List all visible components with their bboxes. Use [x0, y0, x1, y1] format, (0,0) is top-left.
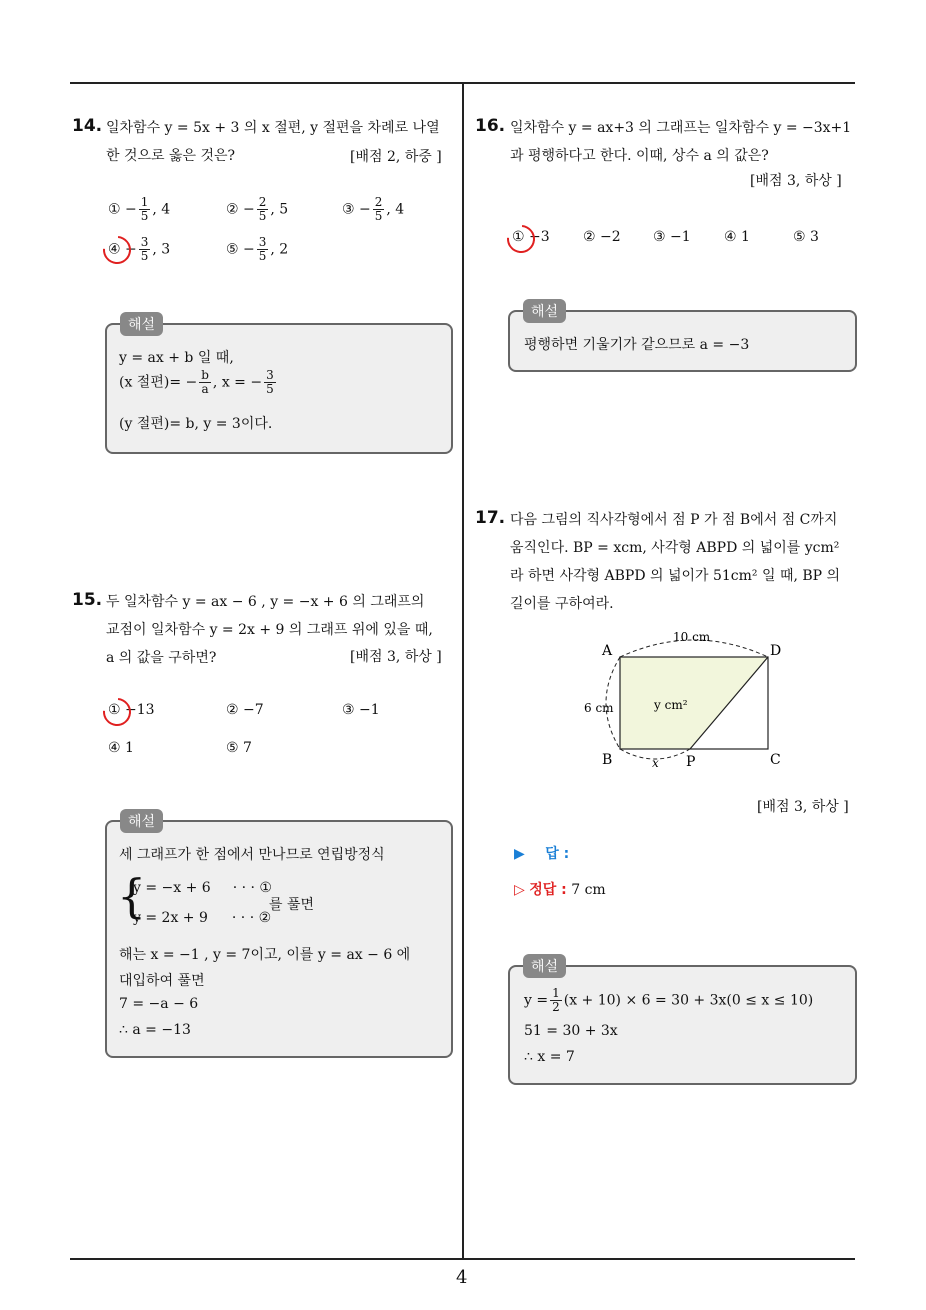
q15-solution-tag: 해설 [120, 809, 163, 833]
q14-choice-3[interactable]: ③ − $\frac{2}{5}$ , 4 [342, 195, 405, 223]
q14-meta: [배점 2, 하중 ] [350, 149, 442, 165]
q15-choice-1[interactable]: ① −13 [108, 702, 155, 718]
q17-line3: 라 하면 사각형 ABPD 의 넓이가 51cm² 일 때, BP 의 [510, 568, 841, 584]
q17-correct-row: ▷ 정답 : 7 cm [514, 882, 606, 898]
q15-solution-box [105, 820, 453, 1058]
label-d: D [770, 643, 782, 659]
q17-meta: [배점 3, 하상 ] [757, 799, 849, 815]
q14-choice-1[interactable]: ① − $\frac{1}{5}$ , 4 [108, 195, 171, 223]
q14-sol-line2: (x 절편)= − $\frac{b}{a}$ , x = − $\frac{3}{5}$ [119, 368, 274, 396]
q14-choice-5[interactable]: ⑤ − $\frac{3}{5}$ , 2 [226, 235, 289, 263]
q17-answer-row[interactable]: ▶ 답 : [514, 846, 570, 862]
q14-sol-line1: y = ax + b 일 때, [119, 350, 234, 366]
answer-circle-mark [501, 219, 540, 258]
column-divider [462, 82, 464, 1260]
q17-solution-tag: 해설 [523, 954, 566, 978]
q15-sys-after: 를 풀면 [269, 897, 315, 913]
fraction: $\frac{3}{5}$ [140, 235, 149, 263]
q16-solution-tag: 해설 [523, 299, 566, 323]
q14-choice-2[interactable]: ② − $\frac{2}{5}$ , 5 [226, 195, 289, 223]
label-p: P [686, 754, 696, 770]
q15-line1: 두 일차함수 y = ax − 6 , y = −x + 6 의 그래프의 [106, 594, 425, 610]
q14-choice-4[interactable]: ④ − $\frac{3}{5}$ , 3 [108, 235, 171, 263]
q14-line1: 일차함수 y = 5x + 3 의 x 절편, y 절편을 차례로 나열 [106, 120, 440, 136]
choice-mark: ⑤ [226, 241, 239, 258]
q16-choice-1[interactable]: ① −3 [512, 229, 550, 245]
q16-choice-4[interactable]: ④ 1 [724, 229, 750, 245]
answer-circle-mark [97, 692, 136, 731]
fraction: $\frac{2}{5}$ [374, 195, 383, 223]
choice-mark: ③ [342, 201, 355, 218]
choice-mark: ④ [108, 241, 121, 258]
fraction: $\frac{1}{5}$ [140, 195, 149, 223]
q15-meta: [배점 3, 하상 ] [350, 649, 442, 665]
label-left-length: 6 cm [584, 701, 614, 715]
q15-sys-eq2: y = 2x + 9 · · · ② [133, 910, 272, 926]
q14-sol-line3: (y 절편)= b, y = 3이다. [119, 416, 273, 432]
q17-sol-line2: 51 = 30 + 3x [524, 1023, 618, 1039]
q16-choice-5[interactable]: ⑤ 3 [793, 229, 819, 245]
q14-number: 14. [72, 116, 103, 136]
q16-meta: [배점 3, 하상 ] [750, 173, 842, 189]
q15-line3: a 의 값을 구하면? [106, 650, 217, 666]
q17-sol-line3: ∴ x = 7 [524, 1049, 575, 1065]
q17-line1: 다음 그림의 직사각형에서 점 P 가 점 B에서 점 C까지 [510, 512, 838, 528]
choice-mark: ② [226, 201, 239, 218]
q17-line4: 길이를 구하여라. [510, 596, 614, 612]
q15-sol-line5: ∴ a = −13 [119, 1022, 191, 1038]
page-number: 4 [456, 1267, 468, 1288]
label-area: y cm² [654, 698, 688, 712]
q15-system-brace: { [117, 869, 147, 923]
q15-line2: 교점이 일차함수 y = 2x + 9 의 그래프 위에 있을 때, [106, 622, 433, 638]
q15-sol-line2: 해는 x = −1 , y = 7이고, 이를 y = ax − 6 에 [119, 947, 411, 963]
q17-rectangle-figure [580, 625, 795, 775]
label-bottom-x: x [652, 756, 659, 770]
outline-arrow-icon: ▷ [514, 882, 525, 898]
label-c: C [770, 752, 781, 768]
label-a: A [602, 643, 613, 659]
q15-choice-2[interactable]: ② −7 [226, 702, 264, 718]
choice-mark: ① [108, 201, 121, 218]
label-top-length: 10 cm [673, 630, 711, 644]
q15-sol-line4: 7 = −a − 6 [119, 996, 199, 1012]
q14-line2: 한 것으로 옳은 것은? [106, 148, 236, 164]
q16-text [510, 114, 860, 170]
q15-sol-line3: 대입하여 풀면 [119, 973, 205, 989]
q17-solution-box [508, 965, 857, 1085]
q17-line2: 움직인다. BP = xcm, 사각형 ABPD 의 넓이를 ycm² [510, 540, 840, 556]
fraction: $\frac{3}{5}$ [258, 235, 267, 263]
label-b: B [602, 752, 613, 768]
q14-solution-tag: 해설 [120, 312, 163, 336]
q16-sol-line1: 평행하면 기울기가 같으므로 a = −3 [524, 337, 750, 353]
q17-text [510, 506, 862, 618]
bottom-rule [70, 1258, 855, 1260]
q15-choice-3[interactable]: ③ −1 [342, 702, 380, 718]
q15-sol-line1: 세 그래프가 한 점에서 만나므로 연립방정식 [119, 847, 385, 863]
q17-number: 17. [475, 508, 506, 528]
q16-choice-3[interactable]: ③ −1 [653, 229, 691, 245]
q17-sol-line1: y = $\frac{1}{2}$ (x + 10) × 6 = 30 + 3x(0 ≤ x ≤ 10) [524, 986, 814, 1014]
play-arrow-icon: ▶ [514, 846, 525, 862]
q16-line1: 일차함수 y = ax+3 의 그래프는 일차함수 y = −3x+1 [510, 120, 852, 136]
q16-line2: 과 평행하다고 한다. 이때, 상수 a 의 값은? [510, 148, 769, 164]
q16-choice-2[interactable]: ② −2 [583, 229, 621, 245]
q15-sys-eq1: y = −x + 6 · · · ① [133, 880, 272, 896]
fraction: $\frac{2}{5}$ [258, 195, 267, 223]
shaded-region-abpd [620, 657, 768, 749]
q15-number: 15. [72, 590, 103, 610]
q16-number: 16. [475, 116, 506, 136]
q14-solution-box [105, 323, 453, 454]
q15-choice-4[interactable]: ④ 1 [108, 740, 134, 756]
q15-choice-5[interactable]: ⑤ 7 [226, 740, 252, 756]
